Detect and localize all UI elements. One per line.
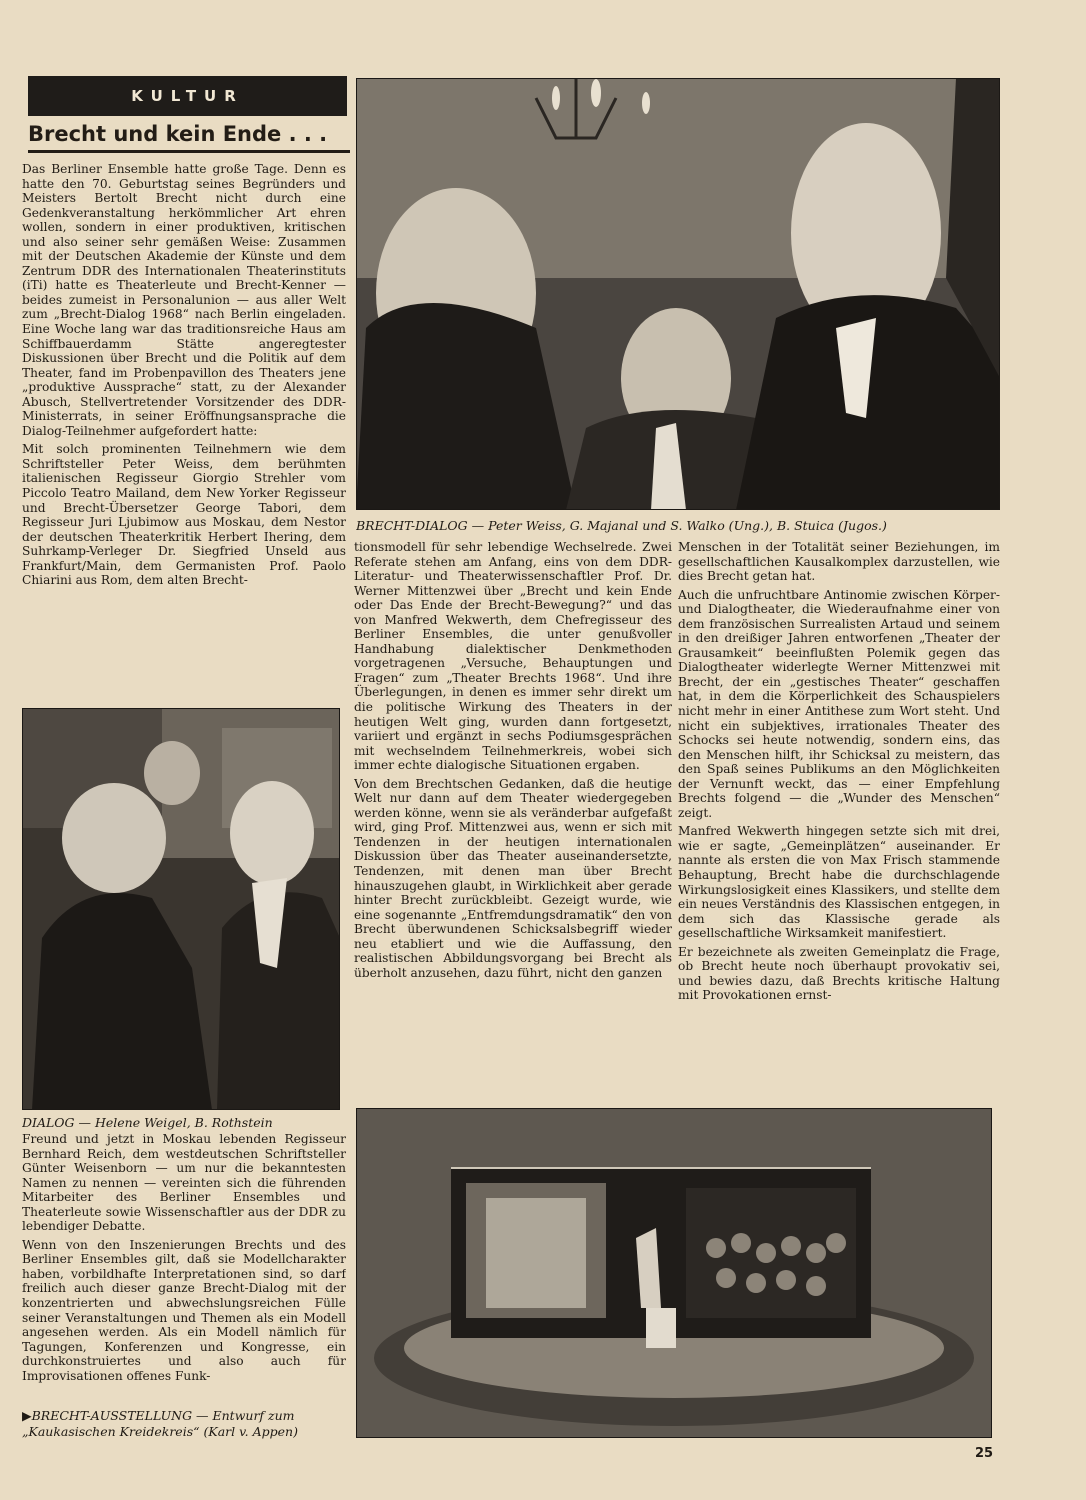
column-3 [678, 540, 1000, 1100]
caption-top-photo: BRECHT-DIALOG — Peter Weiss, G. Majanal und S. Walko (Ung.), B. Stuica (Jugos.) [356, 518, 887, 533]
paragraph: Von dem Brechtschen Gedanken, daß die heutige Welt nur dann auf dem Theater wiedergegeben werden könne, wenn sie als veränderbar aufgefaßt wird, ging Prof. Mittenzwei aus, wenn er sich mit Tendenzen in der heutigen internationalen Diskussion über das Theater auseinandersetzte, Tendenzen, mit denen man über Brecht hinauszugehen glaubt, in Wirklichkeit aber gerade hinter Brecht zurückbleibt. Gezeigt wurde, wie eine sogenannte „Entfremdungsdramatik“ den von Brecht überwundenen Schicksalsbegriff wieder neu etabliert und wie die Auffassung, den realistischen Abbildungsvorgang bei Brecht als überholt anzusehen, dazu führt, nicht den ganzen [354, 776, 672, 980]
paragraph: Mit solch prominenten Teilnehmern wie dem Schriftsteller Peter Weiss, dem berühmten italienischen Regisseur Giorgio Strehler vom Piccolo Teatro Mailand, dem New Yorker Regisseur und Brecht-Übersetzer George Tabori, dem Regisseur Juri Ljubimow aus Moskau, dem Nestor der deutschen Theaterkritik Herbert Ihering, dem Suhrkamp-Verleger Dr. Siegfried Unseld aus Frankfurt/Main, dem Germanisten Prof. Paolo Chiarini aus Rom, dem alten Brecht- [22, 442, 346, 588]
photo-dialog-weigel [22, 708, 340, 1110]
section-banner: KULTUR [28, 76, 347, 116]
caption-stage-line-1: ▶BRECHT-AUSSTELLUNG — Entwurf zum [22, 1408, 295, 1423]
column-1-lower [22, 1132, 346, 1402]
paragraph: Freund und jetzt in Moskau lebenden Regisseur Bernhard Reich, dem westdeutschen Schriftsteller Günter Weisenborn — um nur die bekanntesten Namen zu nennen — vereinten sich die führenden Mitarbeiter des Berliner Ensembles und Theaterleute sowie Wissenschaftler aus der DDR zu lebendiger Debatte. [22, 1132, 346, 1234]
article-headline: Brecht und kein Ende . . . [28, 122, 350, 153]
photo-brecht-dialog [356, 78, 1000, 510]
column-2 [354, 540, 672, 1100]
paragraph: Manfred Wekwerth hingegen setzte sich mit drei, wie er sagte, „Gemeinplätzen“ auseinander. Er nannte als ersten die von Max Frisch stammende Behauptung, Brecht habe die durchschlagende Wirkungslosigkeit eines Klassikers, und stellte dem ein neues Verständnis des Klassischen entgegen, in dem sich das Klassische gerade als gesellschaftliche Wirksamkeit manifestiert. [678, 824, 1000, 941]
paragraph: tionsmodell für sehr lebendige Wechselrede. Zwei Referate stehen am Anfang, eins von dem DDR-Literatur- und Theaterwissenschaftler Prof. Dr. Werner Mittenzwei über „Brecht und kein Ende oder Das Ende der Brecht-Bewegung?“ und das von Manfred Wekwerth, dem Chefregisseur des Berliner Ensembles, die unter genußvoller Handhabung dialektischer Denkmethoden vorgetragenen „Versuche, Behauptungen und Fragen“ zum „Theater Brechts 1968“. Und ihre Überlegungen, in denen es immer sehr direkt um die politische Wirkung des Theaters in der heutigen Welt ging, wurden dann fortgesetzt, variiert und ergänzt in sechs Podiumsgesprächen mit wechselndem Teilnehmerkreis, wobei sich immer echte dialogische Situationen ergaben. [354, 540, 672, 773]
column-1-upper [22, 162, 346, 702]
paragraph: Er bezeichnete als zweiten Gemeinplatz die Frage, ob Brecht heute noch überhaupt provokativ sei, und bewies dazu, daß Brechts kritische Haltung mit Provokationen ernst- [678, 944, 1000, 1003]
paragraph: Menschen in der Totalität seiner Beziehungen, im gesellschaftlichen Kausalkomplex darzustellen, wie dies Brecht getan hat. [678, 540, 1000, 584]
caption-stage-line-2: „Kaukasischen Kreidekreis“ (Karl v. Appen) [22, 1424, 298, 1439]
paragraph: Das Berliner Ensemble hatte große Tage. Denn es hatte den 70. Geburtstag seines Begründers und Meisters Bertolt Brecht nicht durch eine Gedenkveranstaltung herkömmlicher Art ehren wollen, sondern in einer produktiven, kritischen und also seiner sehr gemäßen Weise: Zusammen mit der Deutschen Akademie der Künste und dem Zentrum DDR des Internationalen Theaterinstituts (iTi) hatte es Theaterleute und Brecht-Kenner — beides zumeist in Personalunion — aus aller Welt zum „Brecht-Dialog 1968“ nach Berlin eingeladen. Eine Woche lang war das traditionsreiche Haus am Schiffbauerdamm Stätte angeregtester Diskussionen über Brecht und die Politik auf dem Theater, fand im Probenpavillon des Theaters jene „produktive Aussprache“ statt, zu der Alexander Abusch, Stellvertretender Vorsitzender des DDR-Ministerrats, in seiner Eröffnungsansprache die Dialog-Teilnehmer aufgefordert hatte: [22, 162, 346, 438]
page-number: 25 [975, 1446, 994, 1461]
photo-stage-design [356, 1108, 992, 1438]
caption-left-photo: DIALOG — Helene Weigel, B. Rothstein [22, 1115, 273, 1130]
paragraph: Auch die unfruchtbare Antinomie zwischen Körper- und Dialogtheater, die Wiederaufnahme einer von dem französischen Surrealisten Artaud und seinem in den dreißiger Jahren entworfenen „Theater der Grausamkeit“ beeinflußten Polemik gegen das Dialogtheater widerlegte Werner Mittenzwei mit Brecht, der ein „gestisches Theater“ geschaffen hat, in dem die Körperlichkeit des Schauspielers nicht mehr in einer Antithese zum Wort steht. Und nicht ein subjektives, irrationales Theater des Schocks sei heute notwendig, sondern eins, das den Menschen hilft, ihr Schicksal zu meistern, das den Spaß seines Publikums an den Möglichkeiten der Vernunft weckt, das — einer Empfehlung Brechts folgend — die „Wunder des Menschen“ zeigt. [678, 587, 1000, 820]
paragraph: Wenn von den Inszenierungen Brechts und des Berliner Ensembles gilt, daß sie Modellcharakter haben, vorbildhafte Interpretationen sind, so darf freilich auch dieser ganze Brecht-Dialog mit der konzentrierten und abwechslungsreichen Fülle seiner Veranstaltungen und Themen als ein Modell angesehen werden. Als ein Modell nämlich für Tagungen, Konferenzen und Kongresse, ein durchkonstruiertes und also auch für Improvisationen offenes Funk- [22, 1237, 346, 1383]
